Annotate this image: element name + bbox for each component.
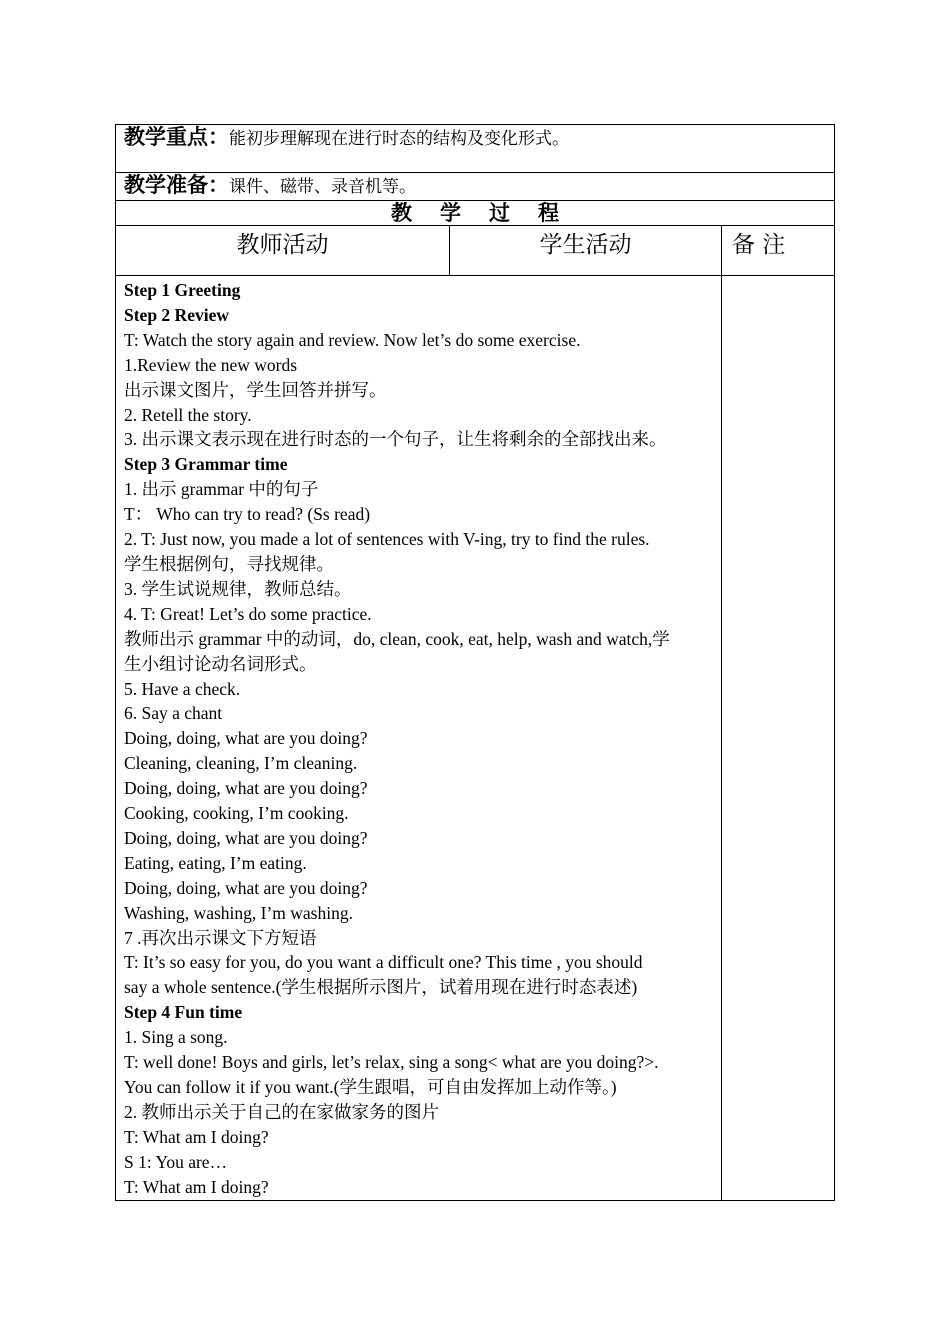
- activity-line: 6. Say a chant: [124, 703, 223, 724]
- activity-line: 教师出示 grammar 中的动词，do, clean, cook, eat, help, wash and watch,学: [124, 628, 670, 649]
- teacher-activity-header: 教师活动: [116, 226, 450, 276]
- step-heading: Step 3 Grammar time: [124, 454, 288, 475]
- activity-line: T: well done! Boys and girls, let’s relax, sing a song< what are you doing?>.: [124, 1052, 659, 1073]
- process-title-char: 学: [440, 201, 461, 225]
- activity-line: T: It’s so easy for you, do you want a difficult one? This time , you should: [124, 952, 643, 973]
- activity-line: 2. Retell the story.: [124, 404, 252, 425]
- process-title-char: 过: [489, 201, 510, 225]
- activity-line: 5. Have a check.: [124, 678, 241, 699]
- activity-line: 1. 出示 grammar 中的句子: [124, 479, 319, 500]
- activity-line: Doing, doing, what are you doing?: [124, 877, 368, 898]
- activity-line: Eating, eating, I’m eating.: [124, 852, 307, 873]
- step-heading: Step 4 Fun time: [124, 1002, 243, 1023]
- activity-line: 4. T: Great! Let’s do some practice.: [124, 603, 372, 624]
- key-points-cell: [116, 125, 835, 173]
- preparation-row: [116, 173, 835, 201]
- key-points-label: 教学重点：: [124, 125, 229, 149]
- activity-line: T: Watch the story again and review. Now let’s do some exercise.: [124, 329, 581, 350]
- activity-line: T： Who can try to read? (Ss read): [124, 504, 371, 525]
- activity-line: 1. Sing a song.: [124, 1027, 228, 1048]
- preparation-value: 课件、磁带、录音机等。: [229, 177, 416, 197]
- activity-line: 生小组讨论动名词形式。: [124, 653, 317, 674]
- activity-line: 2. 教师出示关于自己的在家做家务的图片: [124, 1101, 439, 1122]
- activity-line: Cleaning, cleaning, I’m cleaning.: [124, 753, 358, 774]
- activity-line: 7 .再次出示课文下方短语: [124, 927, 317, 948]
- activity-line: 1.Review the new words: [124, 354, 298, 375]
- activity-line: 3. 学生试说规律，教师总结。: [124, 578, 352, 599]
- activity-line: Doing, doing, what are you doing?: [124, 778, 368, 799]
- step-heading: Step 2 Review: [124, 304, 229, 325]
- preparation-label: 教学准备：: [124, 173, 229, 197]
- content-row: [116, 276, 835, 1201]
- activity-line: S 1: You are…: [124, 1151, 228, 1172]
- activity-line: T: What am I doing?: [124, 1126, 269, 1147]
- process-title-char: 程: [538, 201, 559, 225]
- preparation-cell: [116, 173, 835, 201]
- activity-line: 2. T: Just now, you made a lot of sentences with V-ing, try to find the rules.: [124, 529, 650, 550]
- activity-line: say a whole sentence.(学生根据所示图片，试着用现在进行时态表述): [124, 977, 638, 998]
- activity-line: Doing, doing, what are you doing?: [124, 728, 368, 749]
- activity-line: 学生根据例句，寻找规律。: [124, 553, 334, 574]
- notes-header: 备 注: [722, 226, 835, 276]
- activity-line: 出示课文图片，学生回答并拼写。: [124, 379, 387, 400]
- process-title-row: [116, 201, 835, 226]
- notes-content: [722, 276, 835, 1201]
- process-title: [116, 201, 835, 226]
- column-header-row: [116, 226, 835, 276]
- step-heading: Step 1 Greeting: [124, 280, 241, 300]
- lesson-plan-page: [115, 124, 834, 1201]
- activity-line: Washing, washing, I’m washing.: [124, 902, 353, 923]
- process-title-char: 教: [391, 201, 412, 225]
- activity-line: Cooking, cooking, I’m cooking.: [124, 803, 349, 824]
- activity-line: T: What am I doing?: [124, 1176, 269, 1197]
- activity-line: Doing, doing, what are you doing?: [124, 827, 368, 848]
- activity-line: You can follow it if you want.(学生跟唱，可自由发挥加上动作等。): [124, 1077, 617, 1097]
- student-activity-header: 学生活动: [450, 226, 722, 276]
- key-points-value: 能初步理解现在进行时态的结构及变化形式。: [229, 129, 569, 149]
- key-points-row: [116, 125, 835, 173]
- lesson-plan-table: [115, 124, 835, 1201]
- activity-line: 3. 出示课文表示现在进行时态的一个句子，让生将剩余的全部找出来。: [124, 429, 667, 450]
- teacher-activity-content: [116, 276, 722, 1201]
